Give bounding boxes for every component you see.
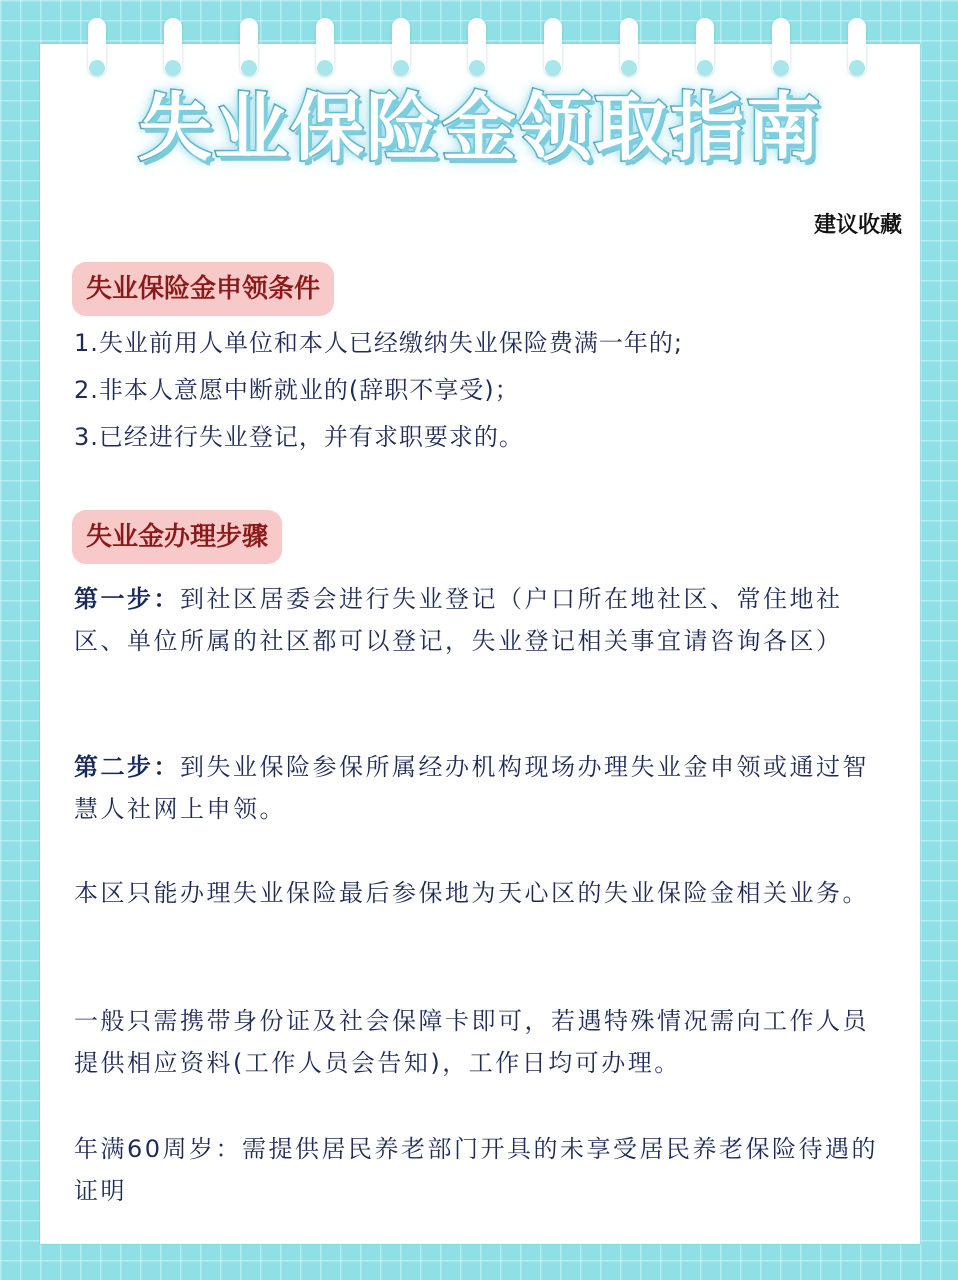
note-scope: 本区只能办理失业保险最后参保地为天心区的失业保险金相关业务。 — [74, 879, 869, 907]
page-title: 失业保险金领取指南 — [138, 85, 822, 171]
step-one-text: 到社区居委会进行失业登记（户口所在地社区、常住地社区、单位所属的社区都可以登记，失业登记相关事宜请咨询各区） — [74, 585, 843, 655]
binder-ring — [164, 18, 182, 76]
note-documents: 一般只需携带身份证及社会保障卡即可，若遇特殊情况需向工作人员提供相应资料(工作人员会告知)，工作日均可办理。 — [74, 1007, 869, 1077]
list-item: 3.已经进行失业登记，并有求职要求的。 — [74, 423, 524, 451]
note-age-60: 年满60周岁：需提供居民养老部门开具的未享受居民养老保险待遇的证明 — [74, 1135, 879, 1205]
step-two-text: 到失业保险参保所属经办机构现场办理失业金申领或通过智慧人社网上申领。 — [74, 753, 869, 823]
save-tag: 建议收藏 — [813, 213, 902, 238]
conditions-list — [74, 320, 894, 461]
section-label-steps: 失业金办理步骤 — [72, 510, 282, 564]
binder-ring — [468, 18, 486, 76]
binder-ring — [772, 18, 790, 76]
step-one-label: 第一步： — [74, 585, 180, 613]
binder-ring — [392, 18, 410, 76]
step-two — [74, 746, 884, 830]
section-label-conditions: 失业保险金申领条件 — [72, 262, 334, 316]
binder-ring — [620, 18, 638, 76]
step-two-label: 第二步： — [74, 753, 180, 781]
binder-ring — [88, 18, 106, 76]
binder-ring — [544, 18, 562, 76]
list-item: 2.非本人意愿中断就业的(辞职不享受)； — [74, 376, 520, 404]
binder-ring — [848, 18, 866, 76]
list-item: 1.失业前用人单位和本人已经缴纳失业保险费满一年的; — [74, 329, 683, 357]
binder-ring — [240, 18, 258, 76]
binder-ring — [316, 18, 334, 76]
binder-ring — [696, 18, 714, 76]
step-one — [74, 578, 884, 662]
